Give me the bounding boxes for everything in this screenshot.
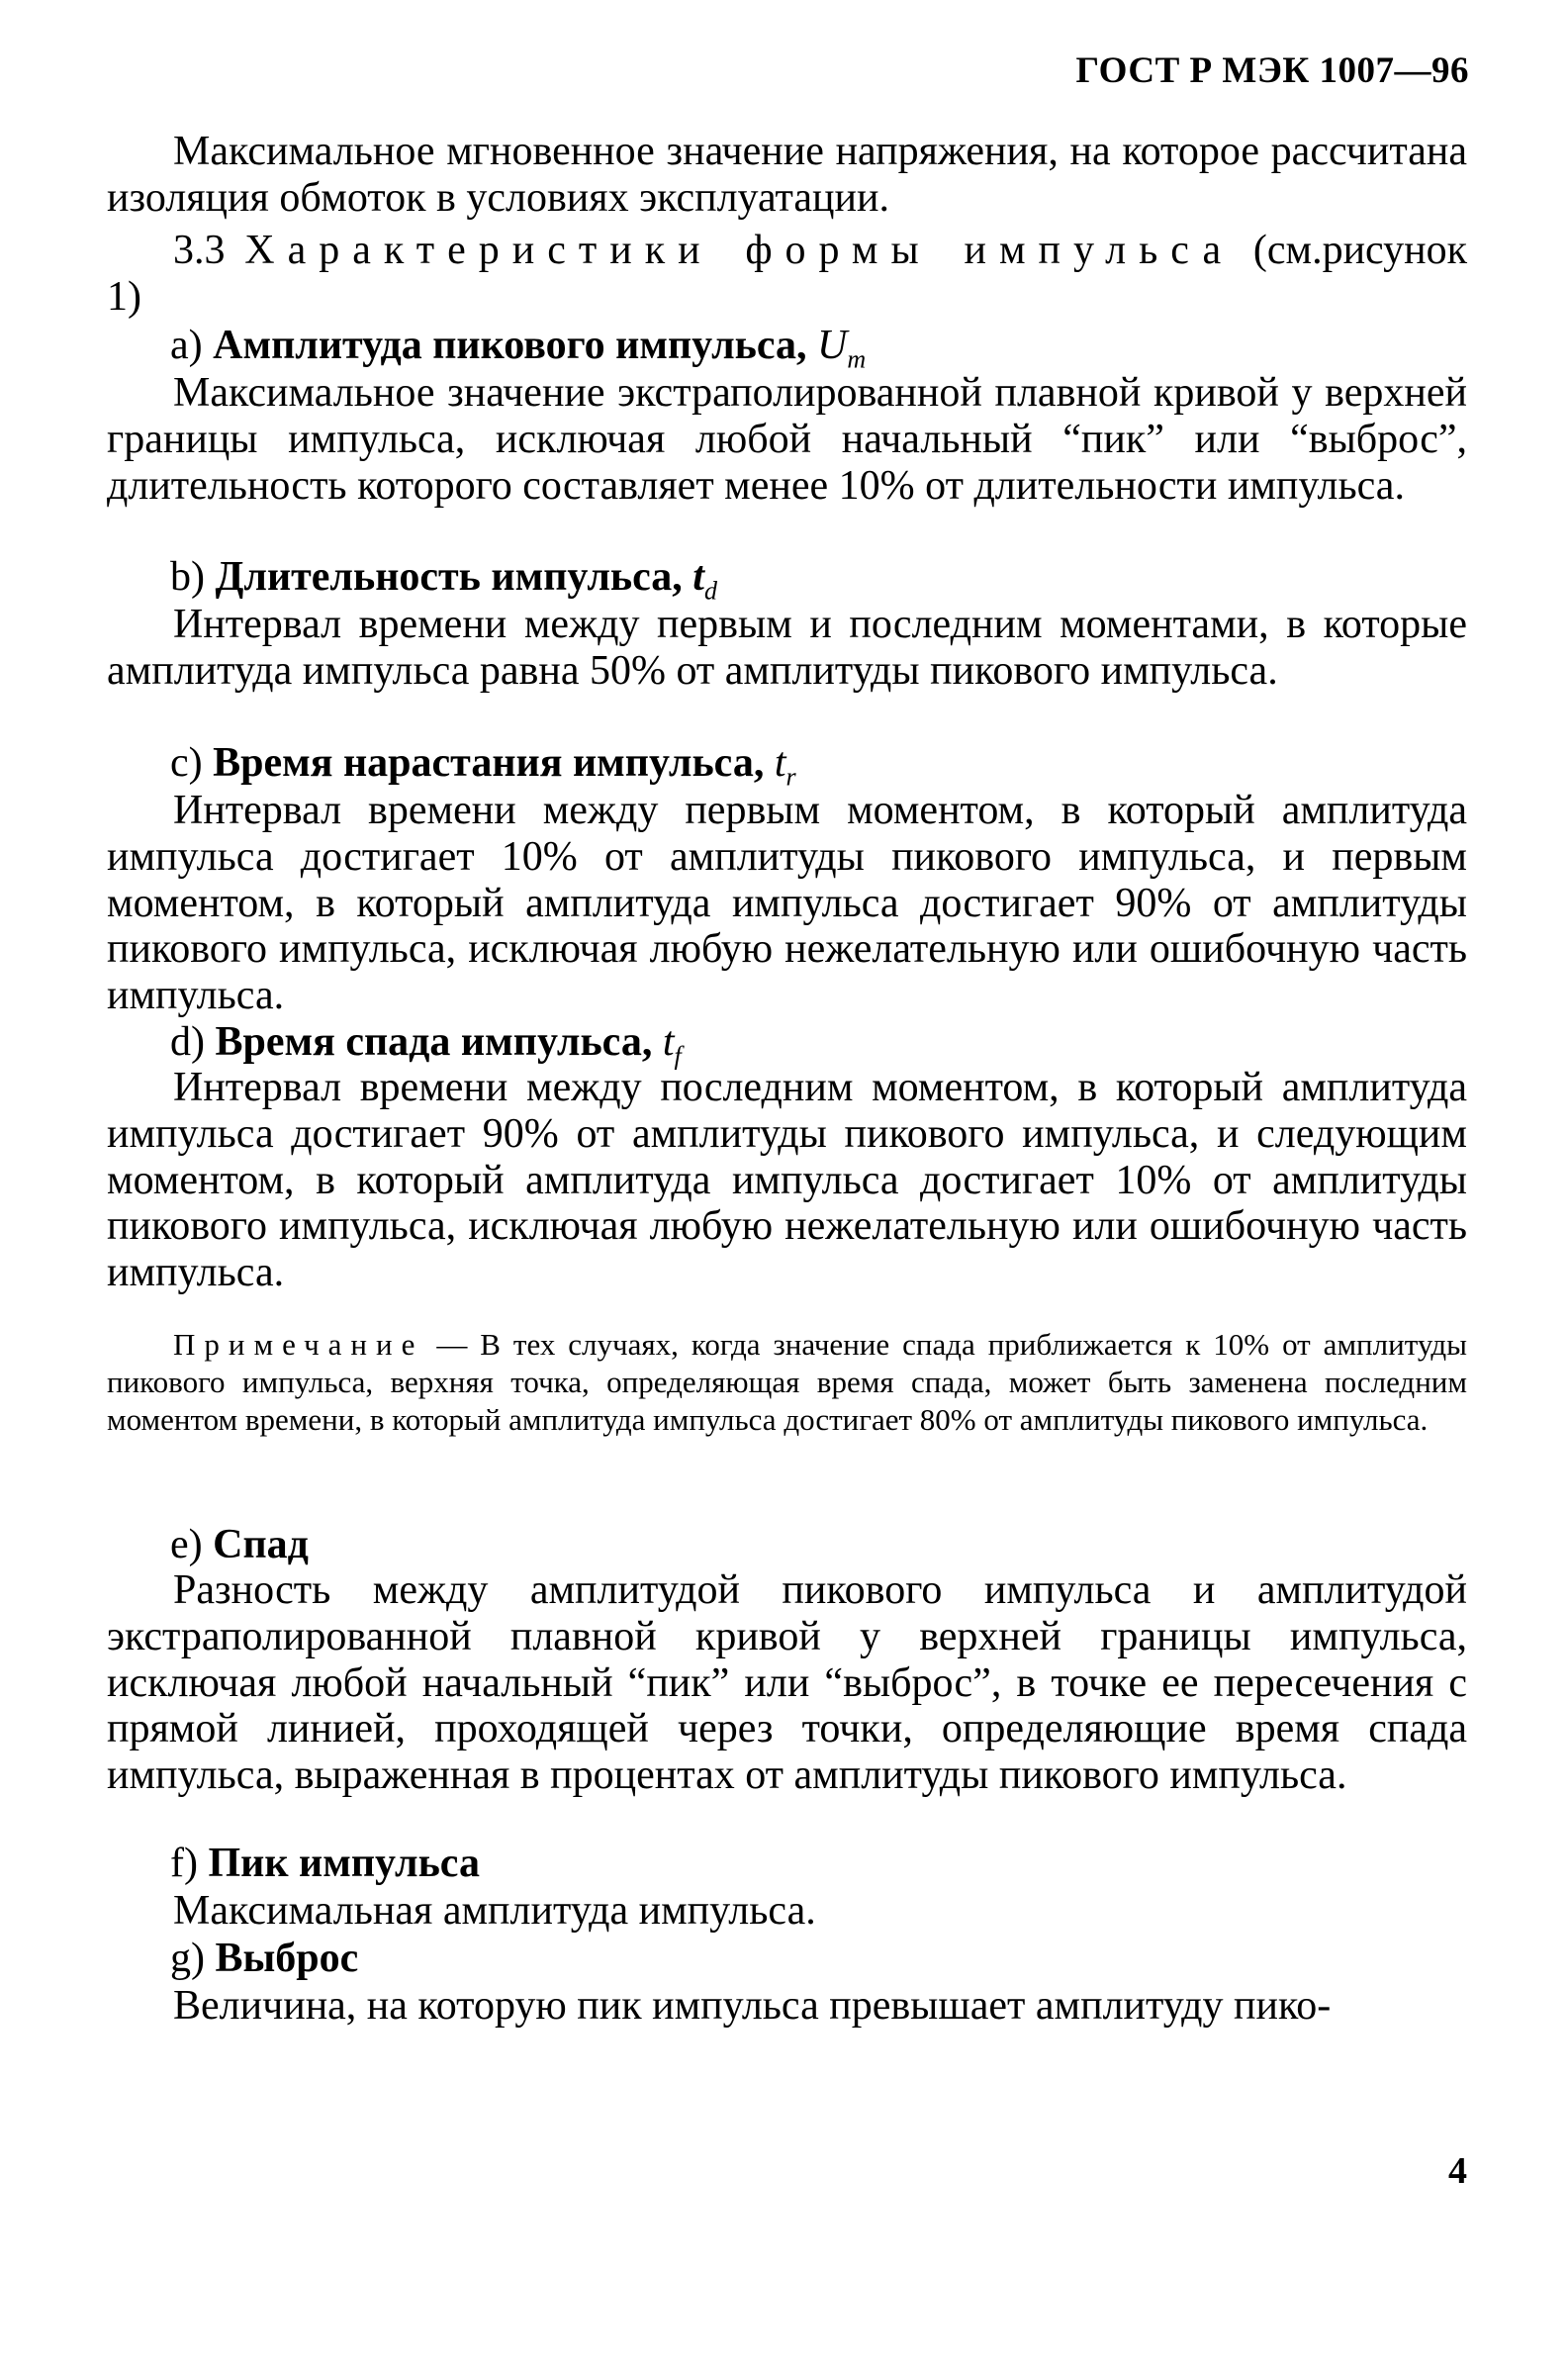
symbol-td: $t_d$ <box>692 554 717 606</box>
term-b-heading: b) Длительность импульса, $t_d$ <box>170 554 717 606</box>
document-header: ГОСТ Р МЭК 1007—96 <box>1075 50 1469 91</box>
term-f-heading: f) Пик импульса <box>170 1841 480 1886</box>
term-c: Время нарастания импульса, <box>213 740 765 786</box>
term-d-heading: d) Время спада импульса, $t_f$ <box>170 1019 682 1071</box>
symbol-tr: $t_r$ <box>774 740 796 792</box>
symbol-tf: $t_f$ <box>662 1019 682 1071</box>
term-e-heading: e) Спад <box>170 1522 309 1567</box>
section-figure-ref: (см.рисунок 1) <box>107 228 1468 320</box>
note-label: Примечание <box>173 1327 424 1362</box>
page-number: 4 <box>1448 2150 1467 2192</box>
term-a-heading: a) Амплитуда пикового импульса, $U_m$ <box>170 323 867 374</box>
note <box>107 1326 1467 1439</box>
symbol-um: $U_m$ <box>817 323 867 374</box>
term-g: Выброс <box>215 1936 359 1981</box>
definition-g: Величина, на которую пик импульса превышает амплитуду пико- <box>173 1983 1332 2029</box>
term-b: Длительность импульса, <box>215 554 683 600</box>
paragraph-insulation-voltage: Максимальное мгновенное значение напряжения, на которое рассчитана изоляция обмоток в условиях эксплуатации. <box>107 129 1467 221</box>
section-3-3-heading <box>107 228 1467 321</box>
term-a: Амплитуда пикового импульса, <box>213 323 807 368</box>
definition-b: Интервал времени между первым и последним моментами, в которые амплитуда импульса равна 50% от амплитуды пикового импульса. <box>107 602 1467 694</box>
definition-a: Максимальное значение экстраполированной плавной кривой у верхней границы импульса, исключая любой начальный “пик” или “выброс”, длительность которого составляет менее 10% от длительности импульса. <box>107 370 1467 509</box>
term-e: Спад <box>213 1522 309 1567</box>
definition-e: Разность между амплитудой пикового импульса и амплитудой экстраполированной плавной кривой у верхней границы импульса, исключая любой начальный “пик” или “выброс”, в точке ее пересечения с прямой линией, проходящей через точки, определяющие время спада импульса, выраженная в процентах от амплитуды пикового импульса. <box>107 1567 1467 1799</box>
term-g-heading: g) Выброс <box>170 1936 359 1981</box>
note-text: — В тех случаях, когда значение спада приближается к 10% от амплитуды пикового импульса, верхняя точка, определяющая время спада, может быть заменена последним моментом времени, в который амплитуда импульса достигает 80% от амплитуды пикового импульса. <box>107 1327 1467 1437</box>
section-title: Характеристики формы импульса <box>244 228 1235 273</box>
term-f: Пик импульса <box>208 1841 480 1886</box>
definition-c: Интервал времени между первым моментом, в который амплитуда импульса достигает 10% от амплитуды пикового импульса, и первым моментом, в который амплитуда импульса достигает 90% от амплитуды пикового импульса, исключая любую нежелательную или ошибочную часть импульса. <box>107 788 1467 1019</box>
definition-f: Максимальная амплитуда импульса. <box>173 1888 816 1934</box>
term-c-heading: c) Время нарастания импульса, $t_r$ <box>170 740 796 792</box>
definition-d: Интервал времени между последним моментом, в который амплитуда импульса достигает 90% от амплитуды пикового импульса, и следующим моментом, в который амплитуда импульса достигает 10% от амплитуды пикового импульса, исключая любую нежелательную или ошибочную часть импульса. <box>107 1065 1467 1296</box>
term-d: Время спада импульса, <box>215 1019 653 1065</box>
section-number: 3.3 <box>173 228 226 273</box>
